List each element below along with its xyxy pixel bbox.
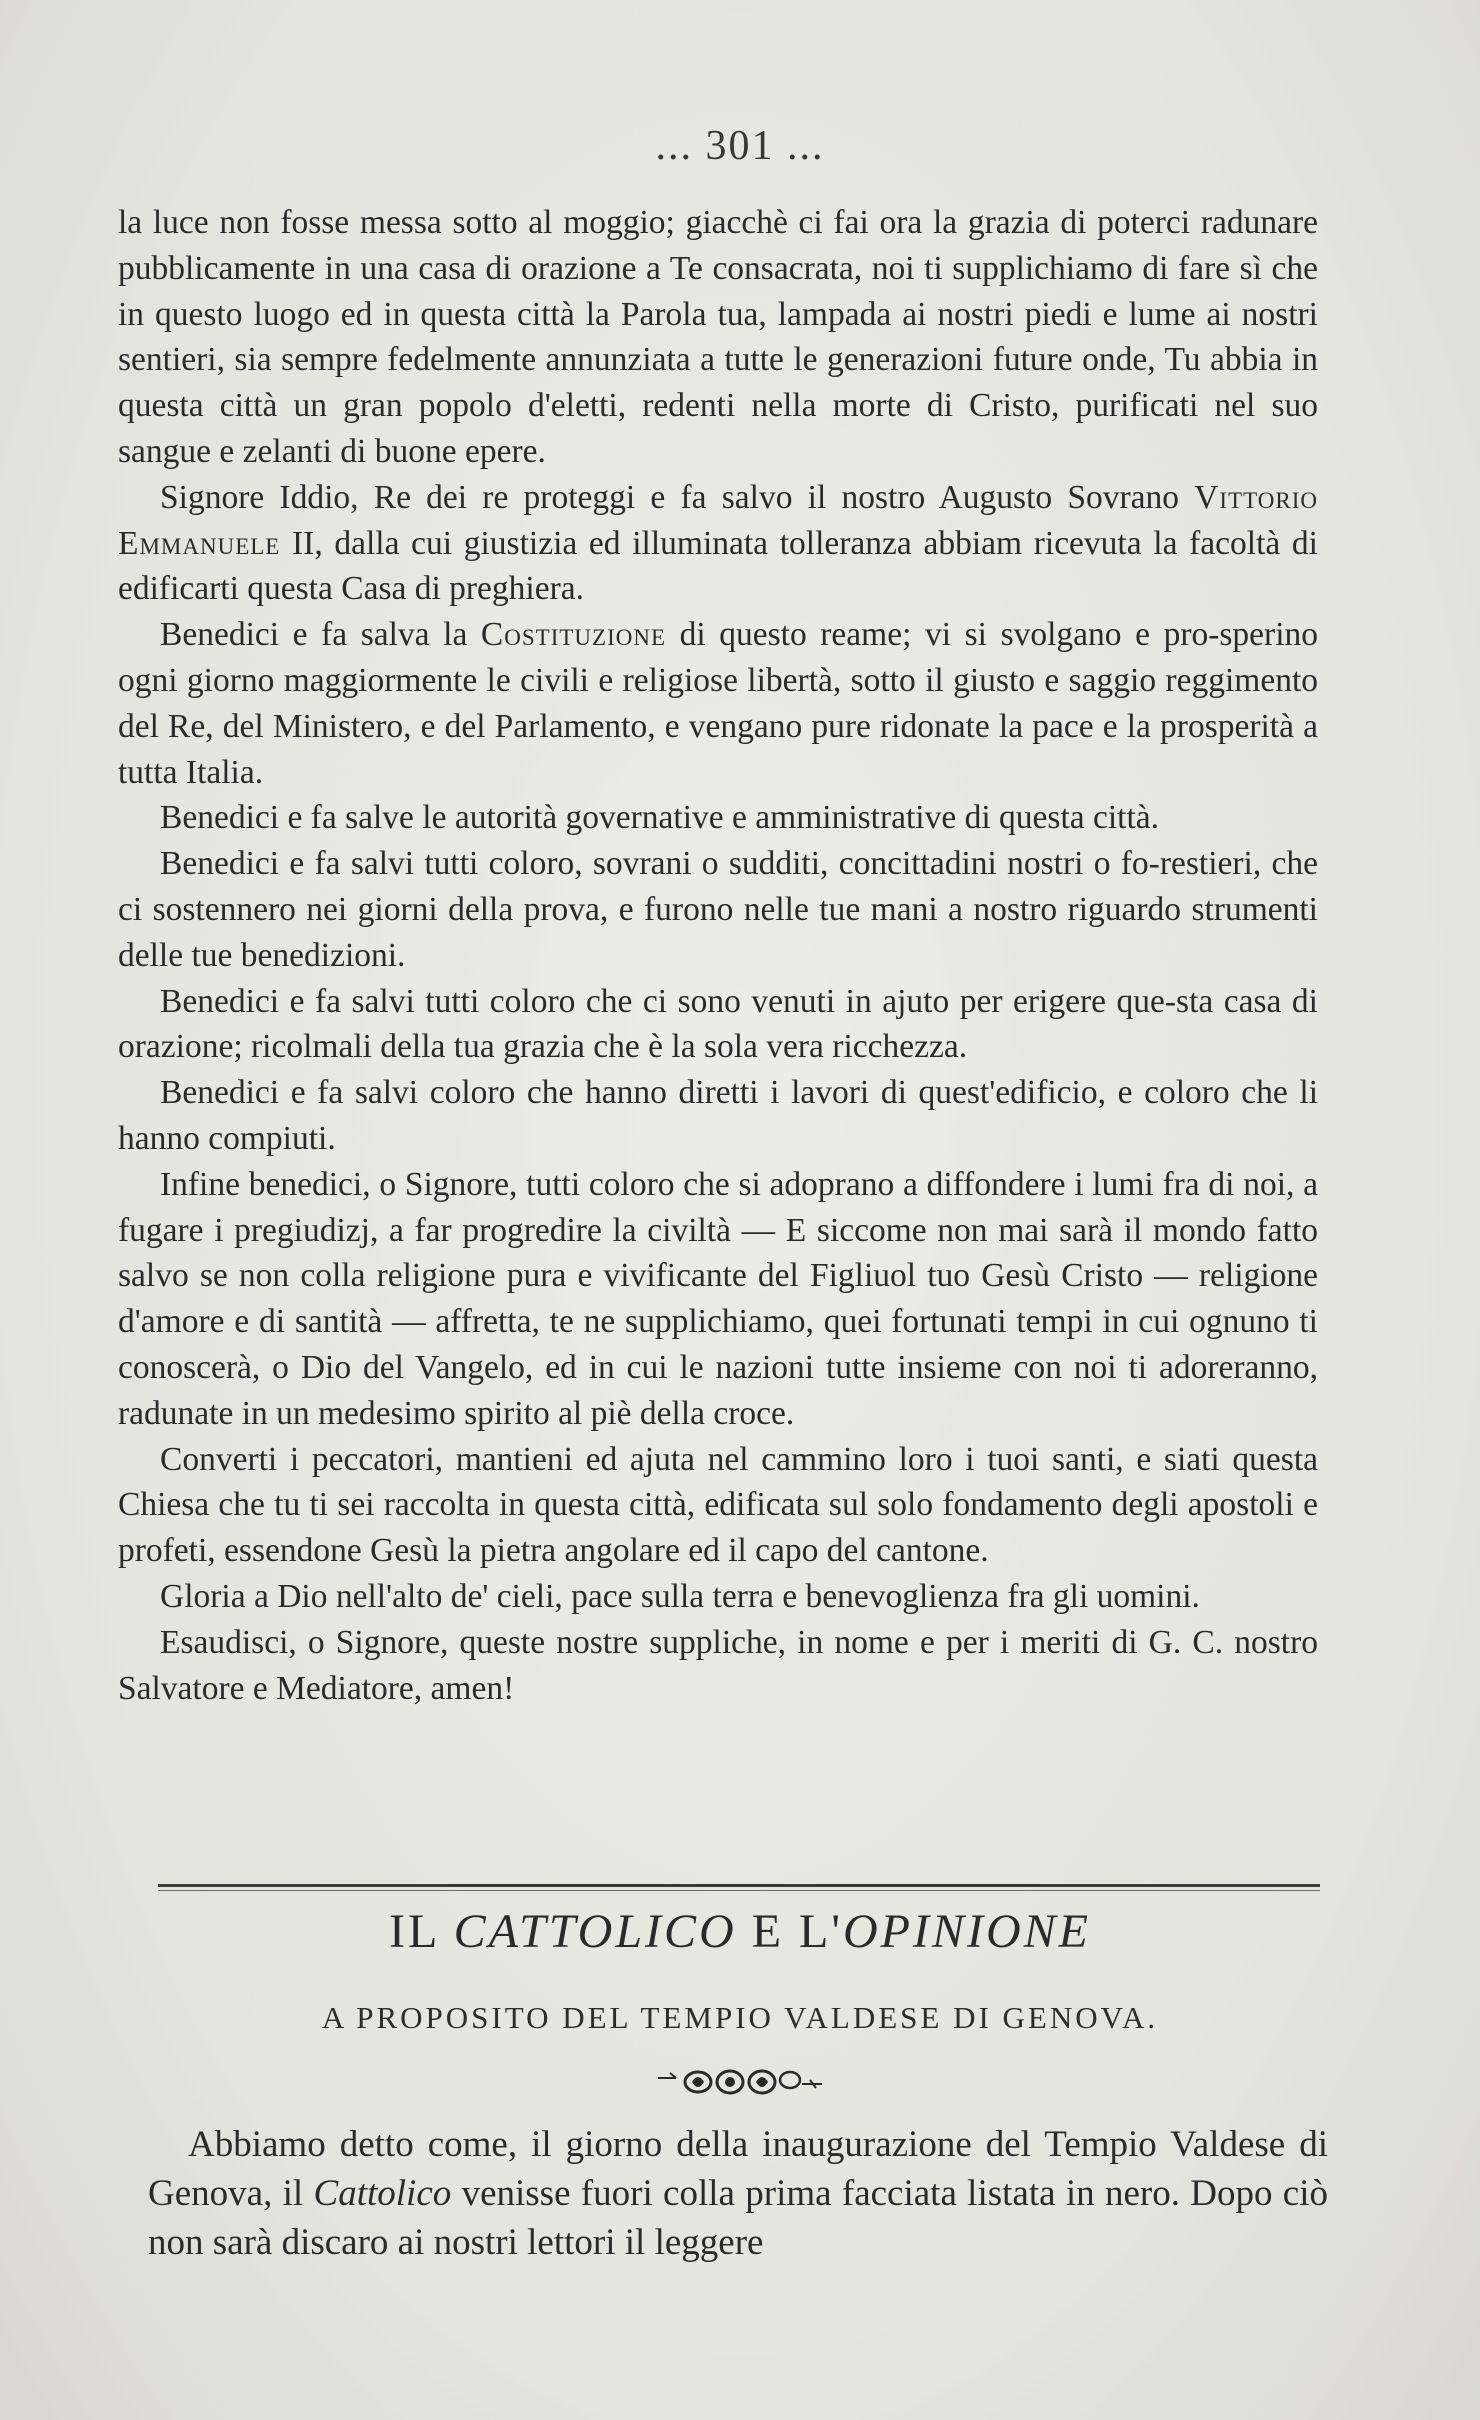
- paragraph-sinners: Converti i peccatori, mantieni ed ajuta nel cammino loro i tuoi santi, e siati questa Chiesa che tu ti sei raccolta in questa città, edificata sul solo fondamento degli apostoli e profeti, essendone Gesù la pietra angolare ed il capo del cantone.: [118, 1440, 1318, 1570]
- prayer-text: [118, 200, 1318, 1711]
- headline-opinione: OPINIONE: [842, 1905, 1091, 1958]
- section-divider: [158, 1884, 1320, 1887]
- ornament-icon: [650, 2064, 830, 2100]
- paragraph-gloria: Gloria a Dio nell'alto de' cieli, pace sulla terra e benevoglienza fra gli uomini.: [160, 1577, 1200, 1615]
- paragraph-helpers: Benedici e fa salvi tutti coloro che ci sono venuti in ajuto per erigere que-sta casa di orazione; ricolmali della tua grazia che è la sola vera ricchezza.: [118, 982, 1318, 1066]
- article-subheading: A PROPOSITO DEL TEMPIO VALDESE DI GENOVA.: [321, 2000, 1159, 2035]
- article-headline: IL CATTOLICO E L'OPINIONE: [389, 1905, 1091, 1958]
- paragraph-authorities: Benedici e fa salve le autorità governative e amministrative di questa città.: [160, 799, 1160, 837]
- headline-cattolico: CATTOLICO: [453, 1905, 737, 1958]
- paragraph-constitution: Benedici e fa salva la Costituzione di questo reame; vi si svolgano e pro-sperino ogni giorno maggiormente le civili e religiose libertà, sotto il giusto e saggio reggimento del Re, del Ministero, e del Parlamento, e vengano pure ridonate la pace e la prosperità a tutta Italia.: [118, 616, 1319, 791]
- article-paragraph: Abbiamo detto come, il giorno della inaugurazione del Tempio Valdese di Genova, il Cattolico venisse fuori colla prima facciata listata in nero. Dopo ciò non sarà discaro ai nostri lettori il leggere: [148, 2124, 1329, 2263]
- paragraph-continuation: la luce non fosse messa sotto al moggio; giacchè ci fai ora la grazia di poterci radunare pubblicamente in una casa di orazione a Te consacrata, noi ti supplichiamo di fare sì che in questo luogo ed in questa città la Parola tua, lampada ai nostri piedi e lume ai nostri sentieri, sia sempre fedelmente annunziata a tutte le generazioni future onde, Tu abbia in questa città un gran popolo d'eletti, redenti nella morte di Cristo, purificati nel suo sangue e zelanti di buone epere.: [118, 204, 1318, 470]
- paragraph-amen: Esaudisci, o Signore, queste nostre suppliche, in nome e per i meriti di G. C. nostro Salvatore e Mediatore, amen!: [118, 1623, 1318, 1707]
- section-divider-thin: [158, 1890, 1320, 1891]
- paragraph-enlightenment: Infine benedici, o Signore, tutti coloro che si adoprano a diffondere i lumi fra di noi, a fugare i pregiudizj, a far progredire la civiltà — E siccome non mai sarà il mondo fatto salvo se non colla religione pura e vivificante del Figliuol tuo Gesù Cristo — religione d'amore e di santità — affretta, te ne supplichiamo, quei fortunati tempi in cui ognuno ti conoscerà, o Dio del Vangelo, ed in cui le nazioni tutte insieme con noi ti adoreranno, radunate in un medesimo spirito al piè della croce.: [118, 1165, 1318, 1432]
- paragraph-sovereign: Signore Iddio, Re dei re proteggi e fa salvo il nostro Augusto Sovrano Vittorio Emmanuele II, dalla cui giustizia ed illuminata tolleranza abbiam ricevuta la facoltà di edificarti questa Casa di preghiera.: [118, 478, 1318, 608]
- paragraph-supporters: Benedici e fa salvi tutti coloro, sovrani o sudditi, concittadini nostri o fo-restieri, che ci sostennero nei giorni della prova, e furono nelle tue mani a nostro riguardo strumenti delle tue benedizioni.: [118, 845, 1318, 974]
- article-body: [148, 2120, 1328, 2267]
- paragraph-builders: Benedici e fa salvi coloro che hanno diretti i lavori di quest'edificio, e coloro che li hanno compiuti.: [118, 1074, 1318, 1157]
- newspaper-name: Cattolico: [313, 2173, 452, 2214]
- king-name: Vittorio Emmanuele: [118, 478, 1318, 562]
- constitution-word: Costituzione: [480, 616, 666, 654]
- page-number: ... 301 ...: [655, 123, 825, 169]
